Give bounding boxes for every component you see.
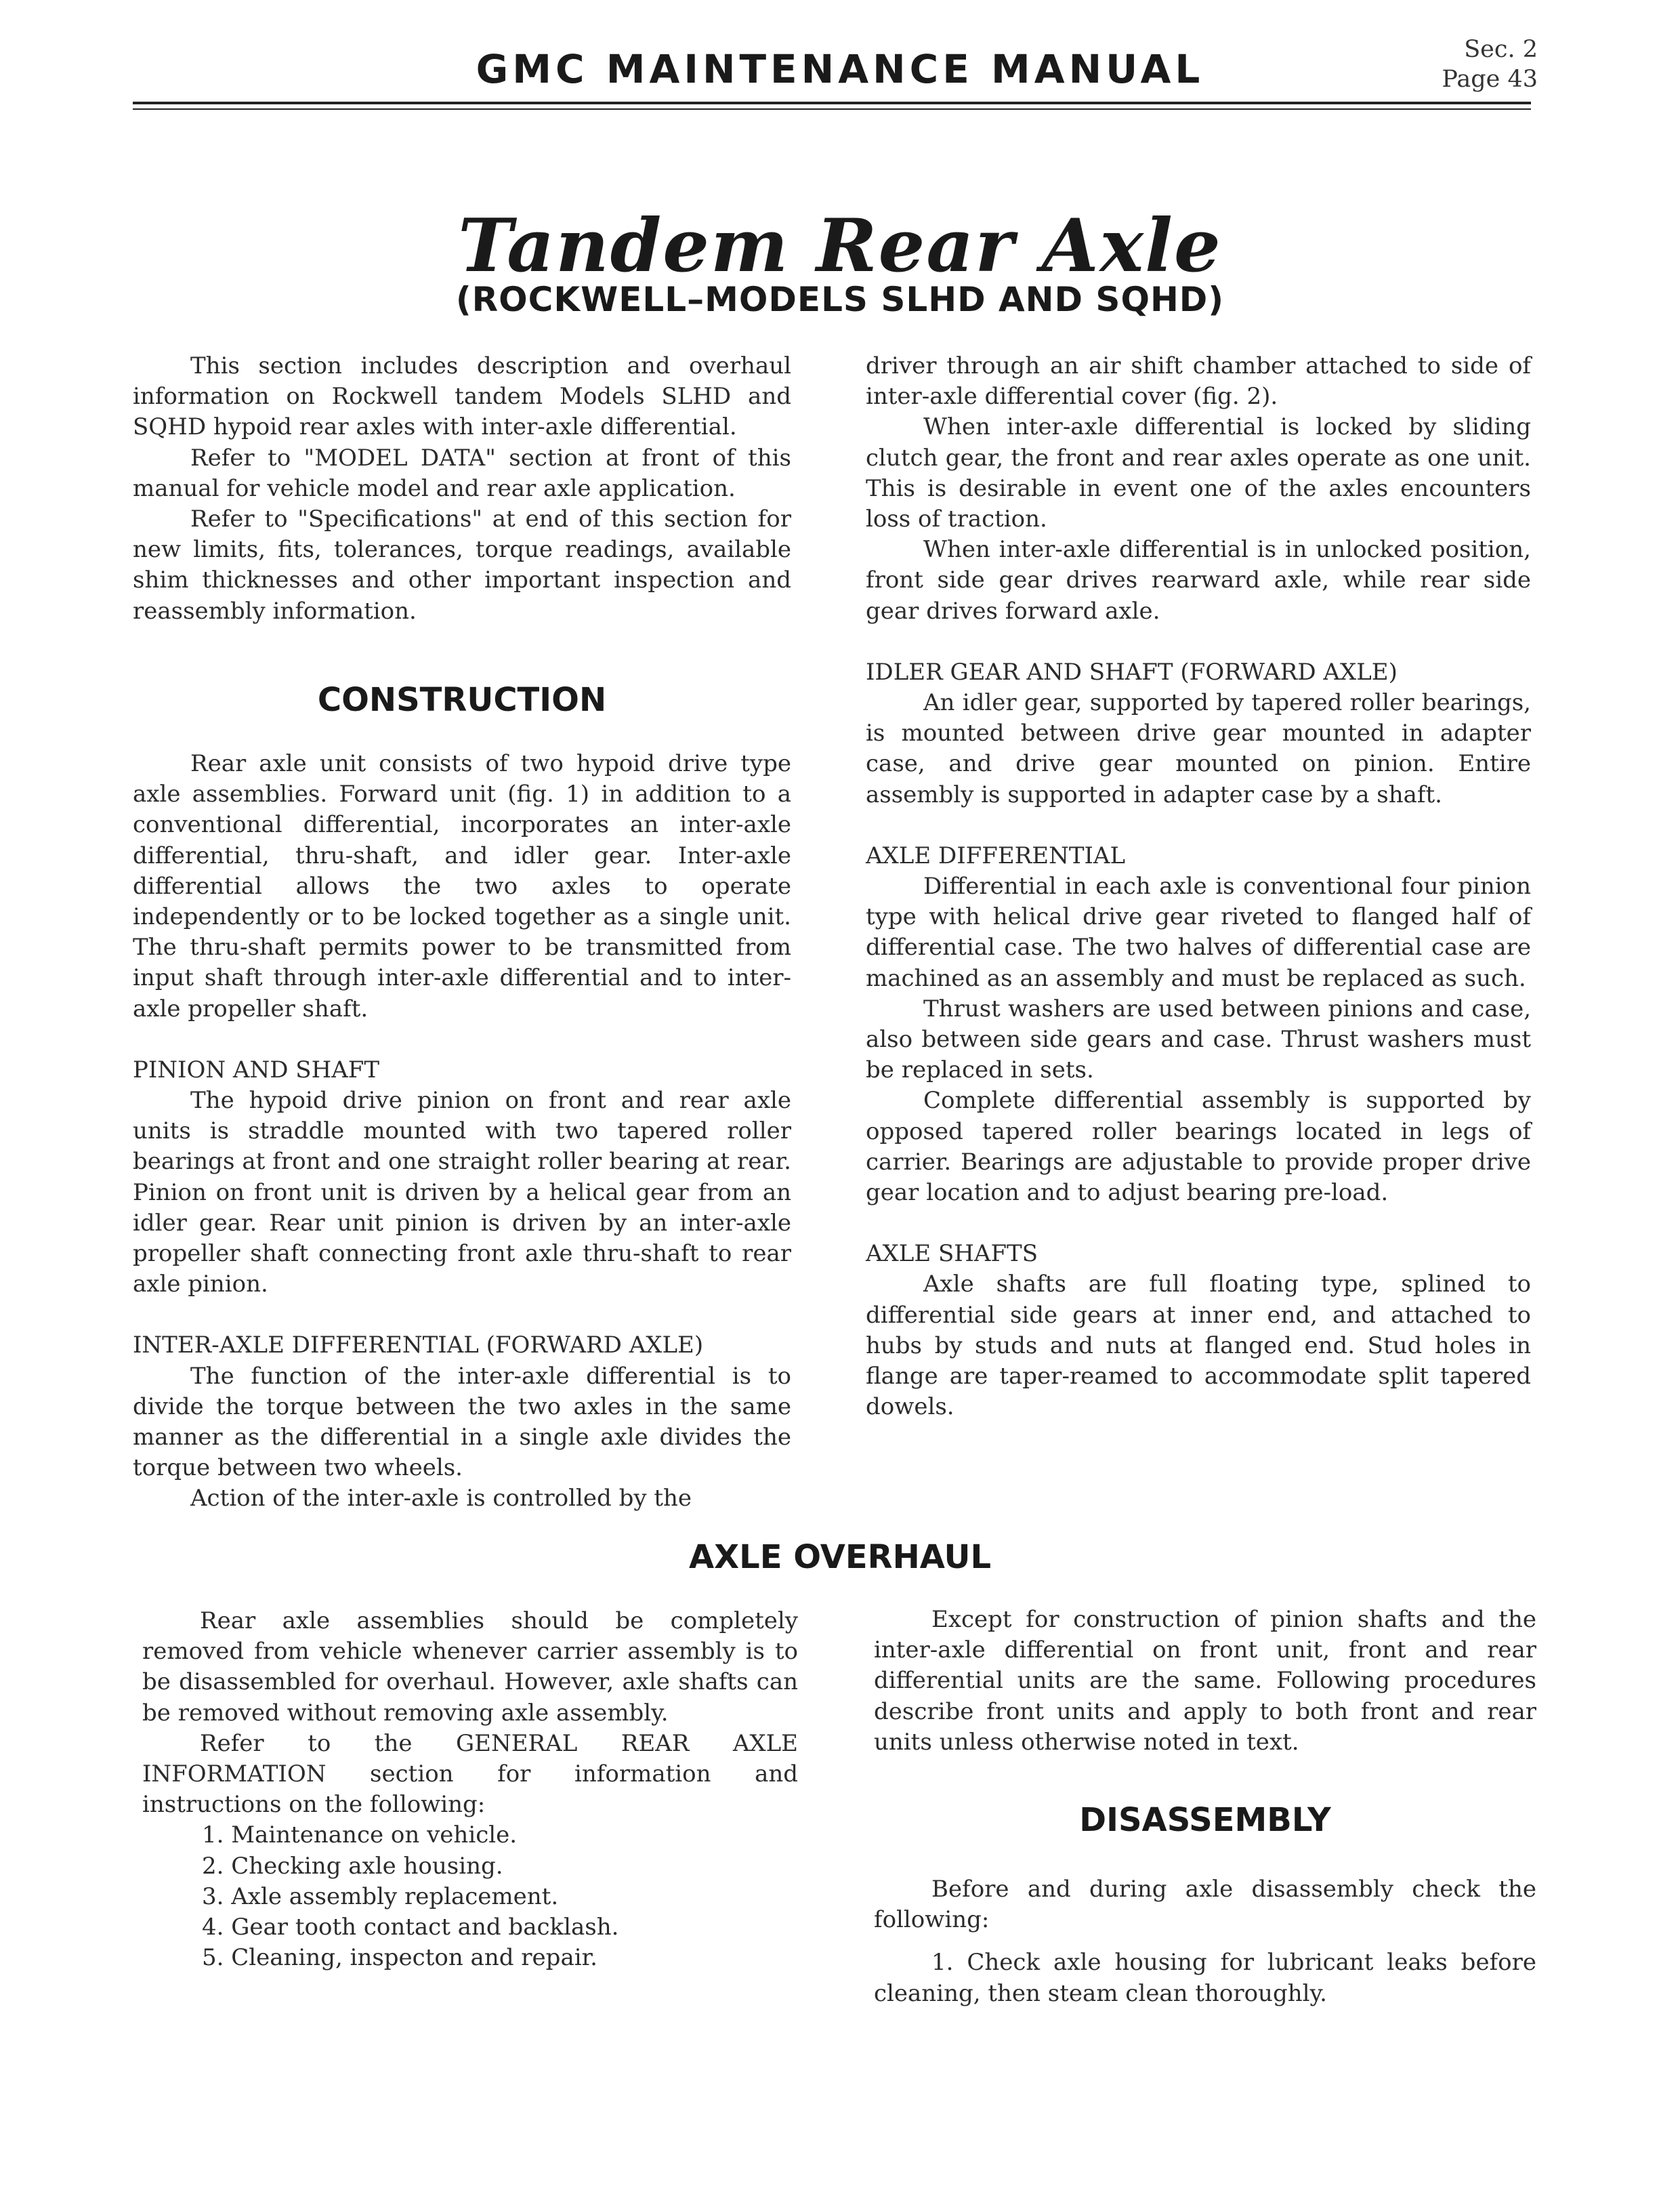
axle-overhaul-heading: AXLE OVERHAUL [688,1538,992,1576]
inter-axle-paragraph: The function of the inter-axle differential is to divide the torque between the two axles in the same manner as the differential in a single axle divides the torque between two wheels. [133,1362,791,1482]
lock-paragraph: When inter-axle differential is locked by sliding clutch gear, the front and rear axles operate as one unit. This is desirable in event one of the axles encounters loss of traction. [866,413,1531,533]
inter-axle-heading: INTER-AXLE DIFFERENTIAL (FORWARD AXLE) [133,1332,704,1359]
list-item: 4. Gear tooth contact and backlash. [202,1914,619,1941]
page-number: Page 43 [1442,66,1538,93]
right-column [866,351,1531,1423]
general-info-list [142,1820,798,1973]
axle-shafts-paragraph: Axle shafts are full floating type, splined to differential side gears at inner end, and attached to hubs by studs and nuts at flanged end. Stud holes in flange are taper-reamed to accommodate split tapered dowels. [866,1271,1531,1421]
axle-differential-paragraph: Differential in each axle is conventional four pinion type with helical drive gear riveted to flanged half of differential case. The two halves of differential case are machined as an assembly and must be replaced as such. [866,873,1531,992]
overhaul-left-column [142,1606,798,1973]
construction-paragraph: Rear axle unit consists of two hypoid drive type axle assemblies. Forward unit (fig. 1) in addition to a conventional differential, incorporates an inter-axle differential, thru-shaft, and idler gear. Inter-axle differential allows the two axles to operate independently or to be locked together as a single unit. The thru-shaft permits power to be transmitted from input shaft through inter-axle differential and to inter-axle propeller shaft. [133,750,791,1023]
list-item: 3. Axle assembly replacement. [202,1882,559,1910]
list-item: 5. Cleaning, inspecton and repair. [202,1944,597,1972]
disassembly-paragraph: Before and during axle disassembly check the following: [874,1876,1536,1934]
intro-paragraph: This section includes description and overhaul information on Rockwell tandem Models SLHD and SQHD hypoid rear axles with inter-axle differential. [133,352,791,441]
disassembly-section [874,1874,1536,2009]
construction-heading: CONSTRUCTION [317,681,607,719]
intro-paragraph: Refer to "MODEL DATA" section at front of this manual for vehicle model and rear axle application. [133,444,791,502]
axle-differential-paragraph: Thrust washers are used between pinions and case, also between side gears and case. Thrust washers must be replaced in sets. [866,995,1531,1084]
header-rule-top [133,102,1531,104]
overhaul-paragraph: Rear axle assemblies should be completely removed from vehicle whenever carrier assembly is to be disassembled for overhaul. However, axle shafts can be removed without removing axle assembly. [142,1607,798,1727]
intro-paragraph: Refer to "Specifications" at end of this section for new limits, fits, tolerances, torque readings, available shim thicknesses and other important inspection and reassembly information. [133,505,791,625]
list-item: 2. Checking axle housing. [202,1852,503,1880]
idler-heading: IDLER GEAR AND SHAFT (FORWARD AXLE) [866,658,1398,686]
disassembly-step: 1. Check axle housing for lubricant leaks before cleaning, then steam clean thoroughly. [874,1949,1536,2007]
section-number: Sec. 2 [1464,36,1538,63]
manual-title: GMC MAINTENANCE MANUAL [476,46,1204,92]
continued-paragraph: driver through an air shift chamber attached to side of inter-axle differential cover (fig. 2). [866,352,1531,411]
pinion-heading: PINION AND SHAFT [133,1056,380,1083]
header-rule-bottom [133,108,1531,110]
axle-shafts-heading: AXLE SHAFTS [866,1240,1038,1268]
left-column [133,351,791,627]
overhaul-right-column [874,1605,1536,1758]
overhaul-right-paragraph: Except for construction of pinion shafts and the inter-axle differential on front unit, front and rear differential units are the same. Following procedures describe front units and apply to both front and rear units unless otherwise noted in text. [874,1606,1536,1756]
axle-differential-paragraph: Complete differential assembly is supported by opposed tapered roller bearings located in legs of carrier. Bearings are adjustable to provide proper drive gear location and to adjust bearing pre-load. [866,1087,1531,1207]
axle-differential-heading: AXLE DIFFERENTIAL [866,842,1126,869]
page-title: Tandem Rear Axle [458,203,1222,289]
inter-axle-paragraph: Action of the inter-axle is controlled by the [190,1485,692,1512]
disassembly-heading: DISASSEMBLY [1079,1801,1331,1839]
list-item: 1. Maintenance on vehicle. [202,1821,518,1849]
idler-paragraph: An idler gear, supported by tapered roller bearings, is mounted between drive gear mounted in adapter case, and drive gear mounted on pinion. Entire assembly is supported in adapter case by a shaft. [866,689,1531,808]
unlock-paragraph: When inter-axle differential is in unlocked position, front side gear drives rearward axle, while rear side gear drives forward axle. [866,536,1531,625]
overhaul-paragraph: Refer to the GENERAL REAR AXLE INFORMATION section for information and instructions on the following: [142,1729,798,1819]
page-subtitle: (ROCKWELL–MODELS SLHD AND SQHD) [455,280,1225,319]
construction-section [133,749,791,1514]
pinion-paragraph: The hypoid drive pinion on front and rear axle units is straddle mounted with two tapered roller bearings at front and one straight roller bearing at rear. Pinion on front unit is driven by a helical gear from an idler gear. Rear unit pinion is driven by an inter-axle propeller shaft connecting front axle thru-shaft to rear axle pinion. [133,1087,791,1298]
